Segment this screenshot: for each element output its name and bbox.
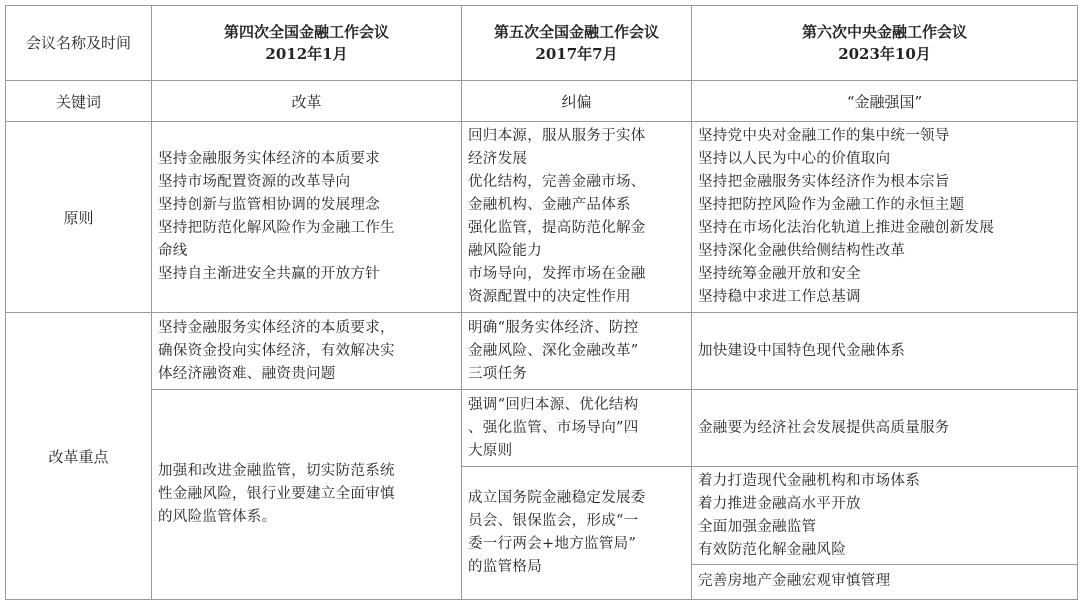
meeting4-principles-cell bbox=[152, 122, 462, 313]
meeting5-reform-line: 强调“回归本源、优化结构 bbox=[468, 396, 639, 413]
meeting6-principle-line: 坚持深化金融供给侧结构性改革 bbox=[698, 243, 906, 259]
meeting4-reform-line: 加强和改进金融监管，切实防范系统 bbox=[158, 463, 395, 479]
meeting4-header bbox=[152, 6, 462, 81]
reform-label: 改革重点 bbox=[48, 447, 109, 466]
meeting4-reform-line: 体经济融资难、融资贵问题 bbox=[158, 365, 336, 382]
meeting5-reform-line: 的监管格局 bbox=[468, 559, 542, 575]
meeting5-principle-line: 回归本源，服从服务于实体 bbox=[468, 128, 646, 144]
meeting4-keyword: 改革 bbox=[291, 92, 322, 111]
meeting5-principle-line: 融风险能力 bbox=[468, 243, 542, 259]
meeting5-principle-line: 经济发展 bbox=[468, 151, 528, 167]
meeting4-reform-line: 确保资金投向实体经济，有效解决实 bbox=[158, 342, 395, 359]
meeting6-reform-line: 着力推进金融高水平开放 bbox=[698, 495, 861, 512]
reform-row-1 bbox=[6, 313, 1078, 390]
meeting4-reform-block1 bbox=[152, 313, 462, 390]
meeting5-principle-line: 强化监管，提高防范化解金 bbox=[468, 220, 646, 236]
meeting4-reform-line: 性金融风险，银行业要建立全面审慎 bbox=[158, 486, 395, 502]
principles-label-cell bbox=[6, 122, 152, 313]
meeting6-reform-line: 完善房地产金融宏观审慎管理 bbox=[698, 573, 891, 589]
meeting4-date: 2012年1月 bbox=[265, 45, 348, 63]
meeting5-name: 第五次全国金融工作会议 bbox=[493, 23, 659, 41]
meeting5-reform-line: 大原则 bbox=[468, 442, 513, 459]
meeting5-reform-line: 、强化监管、市场导向”四 bbox=[468, 419, 639, 436]
meeting5-reform-line: 金融风险、深化金融改革” bbox=[468, 342, 639, 359]
meeting5-header bbox=[462, 6, 692, 81]
keywords-label: 关键词 bbox=[55, 92, 101, 111]
meeting6-reform-line: 着力打造现代金融机构和市场体系 bbox=[698, 472, 920, 489]
meeting6-principle-line: 坚持以人民为中心的价值取向 bbox=[698, 151, 891, 167]
meeting5-principle-line: 资源配置中的决定性作用 bbox=[468, 289, 631, 305]
keywords-row bbox=[6, 81, 1078, 122]
meeting6-reform-block3 bbox=[692, 468, 1077, 565]
meeting6-reform-subrow bbox=[692, 468, 1077, 565]
reform-row-2 bbox=[6, 390, 1078, 467]
meeting5-keyword-cell bbox=[462, 81, 692, 122]
meeting4-reform-block2 bbox=[152, 390, 462, 600]
meeting4-name: 第四次全国金融工作会议 bbox=[223, 23, 389, 41]
meeting5-reform-block2 bbox=[462, 390, 692, 467]
meeting5-keyword: 纠偏 bbox=[561, 92, 592, 111]
financial-work-conference-comparison-table bbox=[5, 5, 1078, 600]
meeting4-principle-line: 命线 bbox=[158, 243, 188, 259]
header-label: 会议名称及时间 bbox=[25, 34, 131, 52]
meeting6-reform-block4 bbox=[692, 564, 1077, 599]
meeting4-principle-line: 坚持创新与监管相协调的发展理念 bbox=[158, 197, 380, 213]
reform-label-cell bbox=[6, 313, 152, 600]
principles-row bbox=[6, 122, 1078, 313]
meeting6-principle-line: 坚持党中央对金融工作的集中统一领导 bbox=[698, 128, 950, 144]
header-row bbox=[6, 6, 1078, 81]
meeting6-header bbox=[692, 6, 1078, 81]
meeting4-principle-line: 坚持市场配置资源的改革导向 bbox=[158, 174, 351, 190]
keywords-label-cell bbox=[6, 81, 152, 122]
meeting5-principle-line: 市场导向，发挥市场在金融 bbox=[468, 266, 646, 282]
meeting6-principle-line: 坚持在市场化法治化轨道上推进金融创新发展 bbox=[698, 220, 994, 236]
meeting5-reform-line: 成立国务院金融稳定发展委 bbox=[468, 490, 646, 506]
meeting4-reform-line: 的风险监管体系。 bbox=[158, 509, 277, 525]
principles-label: 原则 bbox=[63, 208, 94, 227]
meeting6-reform-block2 bbox=[692, 390, 1078, 467]
meeting6-reform-block3-container bbox=[692, 467, 1078, 600]
meeting4-principle-line: 坚持自主渐进安全共赢的开放方针 bbox=[158, 266, 380, 282]
meeting6-date: 2023年10月 bbox=[838, 45, 931, 63]
meeting5-reform-block3 bbox=[462, 467, 692, 600]
meeting4-reform-line: 坚持金融服务实体经济的本质要求， bbox=[158, 319, 395, 336]
meeting6-principle-line: 坚持稳中求进工作总基调 bbox=[698, 289, 861, 305]
meeting6-reform-line: 金融要为经济社会发展提供高质量服务 bbox=[698, 419, 950, 436]
meeting6-reform-block1 bbox=[692, 313, 1078, 390]
meeting6-principle-line: 坚持统筹金融开放和安全 bbox=[698, 266, 861, 282]
meeting6-principles-cell bbox=[692, 122, 1078, 313]
meeting4-principle-line: 坚持金融服务实体经济的本质要求 bbox=[158, 151, 380, 167]
meeting6-keyword-cell bbox=[692, 81, 1078, 122]
meeting4-keyword-cell bbox=[152, 81, 462, 122]
meeting6-principle-line: 坚持把防控风险作为金融工作的永恒主题 bbox=[698, 197, 965, 213]
meeting5-date: 2017年7月 bbox=[535, 45, 618, 63]
meeting5-reform-block1 bbox=[462, 313, 692, 390]
meeting6-reform-subrow bbox=[692, 564, 1077, 599]
meeting5-reform-line: 三项任务 bbox=[468, 365, 528, 382]
meeting6-reform-subtable bbox=[692, 468, 1077, 599]
header-label-cell bbox=[6, 6, 152, 81]
meeting6-principle-line: 坚持把金融服务实体经济作为根本宗旨 bbox=[698, 174, 950, 190]
meeting6-reform-line: 全面加强金融监管 bbox=[698, 518, 817, 535]
meeting5-reform-line: 委一行两会+地方监管局” bbox=[468, 536, 637, 552]
meeting6-reform-line: 加快建设中国特色现代金融体系 bbox=[698, 342, 906, 359]
meeting6-name: 第六次中央金融工作会议 bbox=[801, 23, 967, 41]
meeting5-reform-line: 明确“服务实体经济、防控 bbox=[468, 319, 639, 336]
meeting5-principle-line: 优化结构，完善金融市场、 bbox=[468, 174, 646, 190]
meeting6-reform-line: 有效防范化解金融风险 bbox=[698, 541, 846, 558]
meeting6-keyword: “金融强国” bbox=[846, 92, 923, 111]
meeting5-reform-line: 员会、银保监会，形成“一 bbox=[468, 513, 639, 529]
meeting4-principle-line: 坚持把防范化解风险作为金融工作生 bbox=[158, 220, 395, 236]
meeting5-principles-cell bbox=[462, 122, 692, 313]
meeting5-principle-line: 金融机构、金融产品体系 bbox=[468, 197, 631, 213]
